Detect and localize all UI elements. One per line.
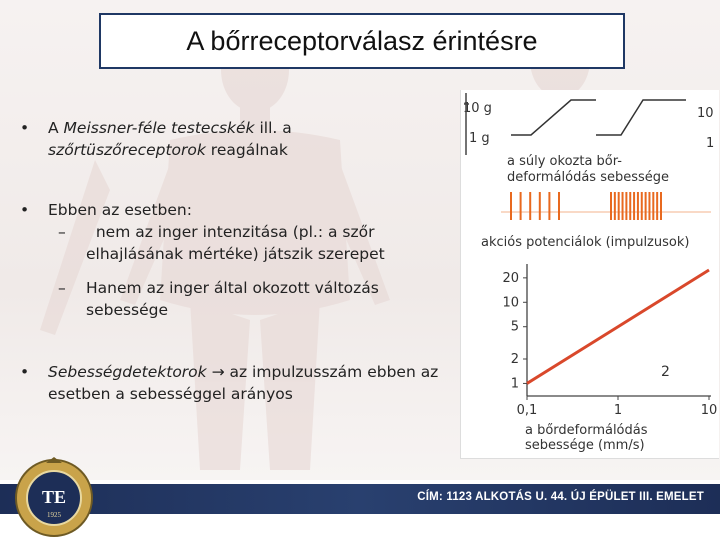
subbullet-text: Hanem az inger által okozott változás sebessége	[86, 279, 379, 319]
bullet-marker: •	[20, 363, 30, 381]
caption-2: akciós potenciálok (impulzusok)	[481, 235, 690, 250]
rate-chart	[502, 264, 717, 418]
footer-address: CÍM: 1123 ALKOTÁS U. 44. ÚJ ÉPÜLET III. EMELET	[417, 491, 704, 503]
logo-year: 1925	[47, 511, 61, 519]
bullet-text: Ebben az esetben:	[48, 201, 192, 219]
y-tick-label: 20	[502, 270, 519, 286]
x-tick-label: 10	[700, 403, 718, 418]
panel-label: 2	[661, 364, 670, 380]
slide-title: A bőrreceptorválasz érintésre	[186, 25, 538, 56]
label-right-10: 10	[697, 106, 714, 121]
x-tick-label: 0,1	[516, 403, 538, 418]
bullet-text: A Meissner-féle testecskék ill. a szőrtüszőreceptorok reagálnak	[48, 119, 292, 159]
subbullet-text: nem az inger intenzitása (pl.: a szőr elhajlásának mértéke) játszik szerepet	[86, 223, 385, 263]
slide-title-box	[99, 13, 625, 69]
y-tick-label: 2	[510, 352, 519, 368]
bullet-marker: •	[20, 119, 30, 137]
x-axis-label-line-2: sebessége (mm/s)	[525, 438, 645, 453]
x-tick-label: 1	[613, 403, 623, 418]
receptor-figure-svg	[461, 90, 719, 458]
bullet-marker: •	[20, 201, 30, 219]
logo-initials: TE	[41, 487, 67, 507]
university-logo	[13, 457, 95, 539]
receptor-figure	[460, 90, 719, 459]
fast-ramp-line	[596, 100, 686, 135]
y-tick-label: 1	[510, 376, 519, 392]
rate-series-line	[527, 270, 709, 383]
bullet-text: Sebességdetektorok → az impulzusszám ebben az esetben a sebességgel arányos	[48, 363, 439, 403]
x-axis-label-line-1: a bőrdeformálódás	[525, 423, 648, 438]
subbullet-marker: –	[58, 223, 66, 241]
spike-train-group	[511, 192, 661, 220]
caption-1-line-2: deformálódás sebessége	[507, 170, 670, 185]
label-1g: 1 g	[469, 131, 490, 146]
y-tick-label: 10	[502, 295, 519, 311]
y-tick-label: 5	[510, 319, 519, 335]
subbullet-marker: –	[58, 279, 66, 297]
label-right-1: 1	[706, 136, 715, 151]
slow-ramp-line	[511, 100, 596, 135]
label-10g: 10 g	[463, 101, 492, 116]
caption-1-line-1: a súly okozta bőr-	[507, 154, 622, 169]
